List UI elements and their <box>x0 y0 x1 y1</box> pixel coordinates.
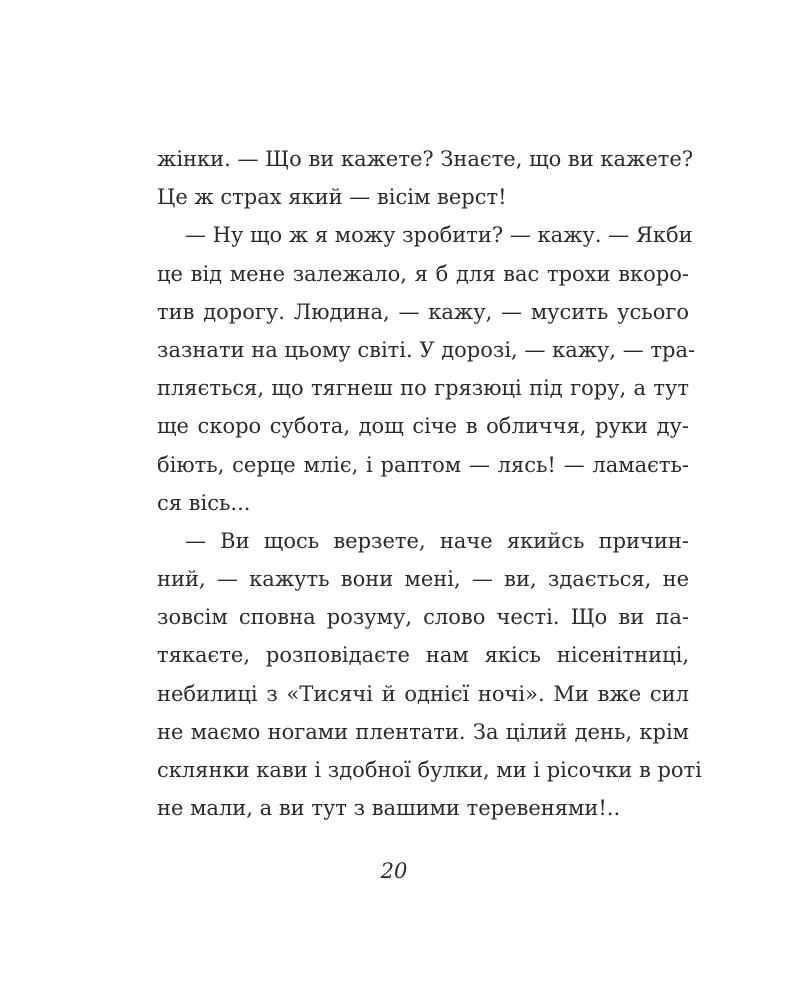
text-line: тив дорогу. Людина, — кажу, — мусить усього <box>157 299 689 324</box>
text-line: не мали, а ви тут з вашими теревенями!.. <box>157 796 621 821</box>
text-line: ся вісь... <box>157 490 251 515</box>
body-text <box>157 140 702 827</box>
text-line: тякаєте, розповідаєте нам якісь нісенітниці, <box>157 643 689 668</box>
text-line: зазнати на цьому світі. У дорозі, — кажу, — тра- <box>157 337 696 362</box>
text-line: небилиці з «Тисячі й однієї ночі». Ми вже сил <box>157 681 689 706</box>
text-line: — Ну що ж я можу зробити? — кажу. — Якби <box>185 223 693 248</box>
text-line: зовсім сповна розуму, слово честі. Що ви па- <box>157 605 689 630</box>
page-number: 20 <box>380 859 408 883</box>
text-line: біють, серце мліє, і раптом — лясь! — ламаєть- <box>157 452 689 477</box>
text-line: жінки. — Що ви кажете? Знаєте, що ви кажете? <box>157 147 694 171</box>
text-line: — Ви щось верзете, наче якийсь причин- <box>185 528 689 553</box>
text-line: не маємо ногами плентати. За цілий день, крім <box>157 719 689 744</box>
text-line: склянки кави і здобної булки, ми і рісочки в роті <box>157 758 702 782</box>
text-line: це від мене залежало, я б для вас трохи вкоро- <box>157 261 689 286</box>
text-line: Це ж страх який — вісім верст! <box>157 185 507 210</box>
text-line: ний, — кажуть вони мені, — ви, здається, не <box>157 567 689 592</box>
text-line: ще скоро субота, дощ січе в обличчя, руки ду- <box>157 414 689 439</box>
text-line: пляється, що тягнеш по грязюці під гору, а тут <box>157 376 689 401</box>
